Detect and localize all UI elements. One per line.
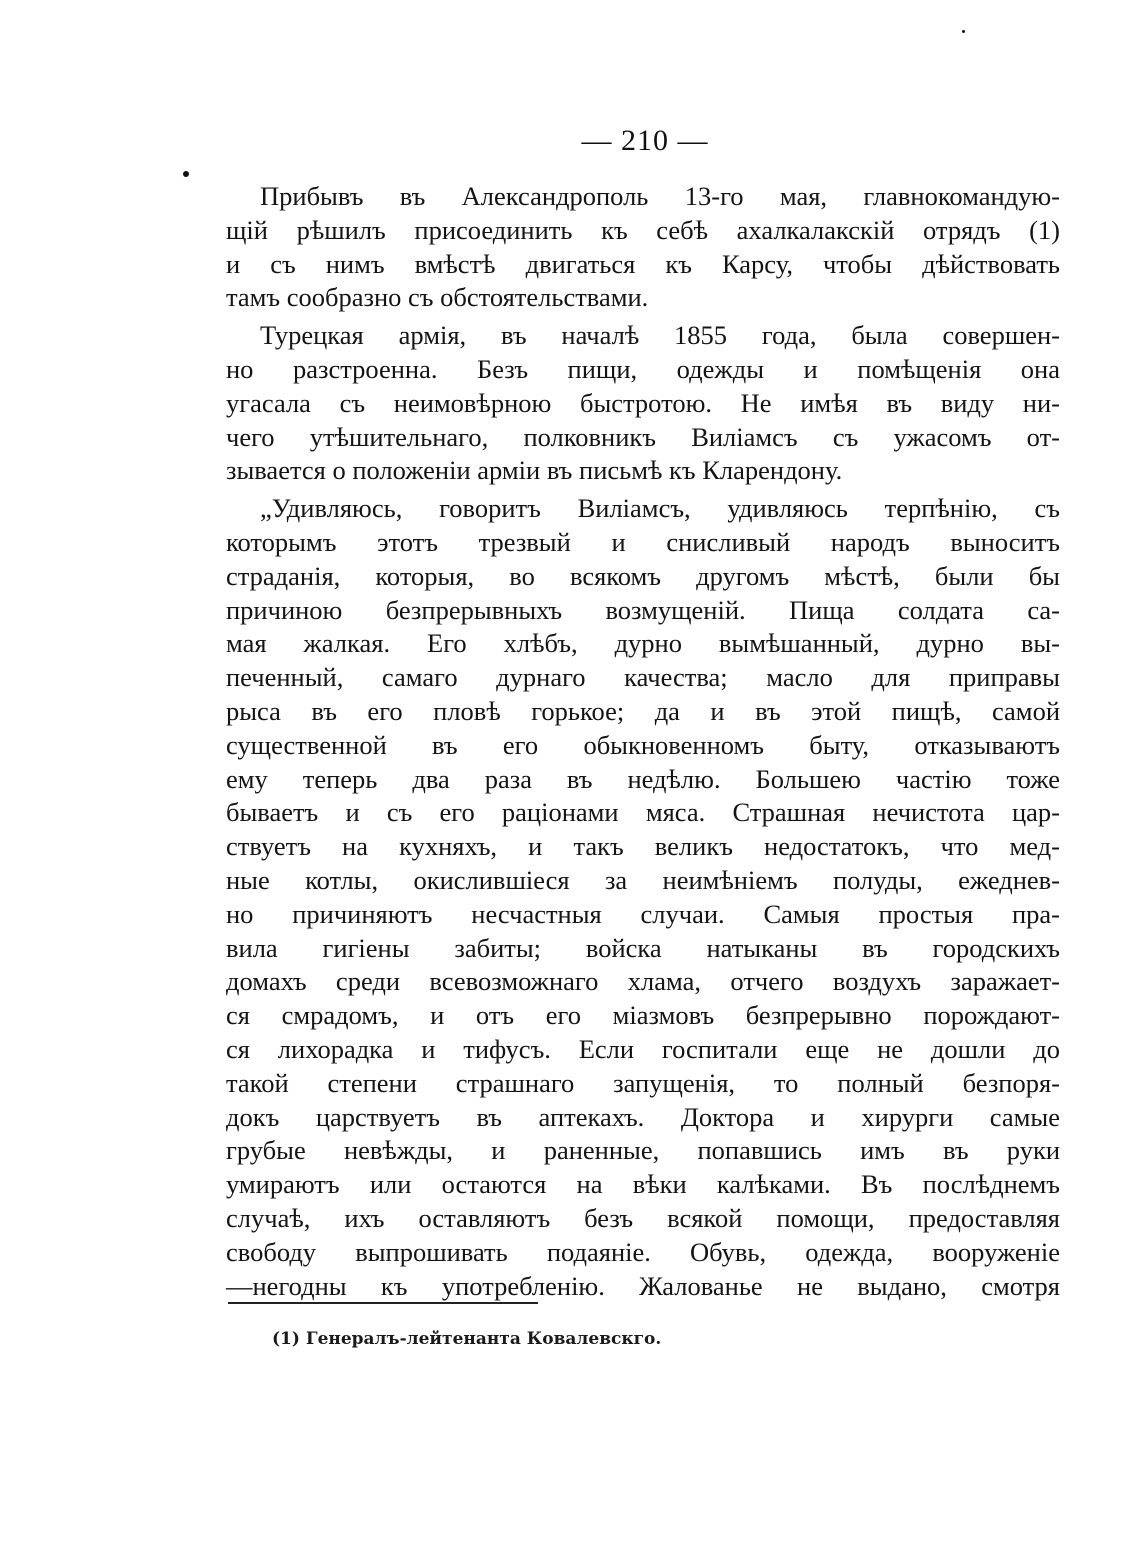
paragraph bbox=[226, 180, 1060, 315]
text-line: угасала съ неимовѣрною быстротою. Не имѣя въ виду ни- bbox=[226, 387, 1060, 418]
text-line: мая жалкая. Его хлѣбъ, дурно вымѣшанный, дурно вы- bbox=[226, 628, 1060, 659]
text-line: ствуетъ на кухняхъ, и такъ великъ недостатокъ, что мед- bbox=[226, 831, 1060, 862]
text-line: щій рѣшилъ присоединить къ себѣ ахалкалакскій отрядъ (1) bbox=[226, 214, 1060, 245]
text-line: тамъ сообразно съ обстоятельствами. bbox=[226, 282, 649, 313]
text-line: но разстроенна. Безъ пищи, одежды и помѣщенія она bbox=[226, 353, 1060, 384]
text-line: случаѣ, ихъ оставляютъ безъ всякой помощи, предоставляя bbox=[226, 1202, 1060, 1233]
text-line: умираютъ или остаются на вѣки калѣками. Въ послѣднемъ bbox=[226, 1169, 1060, 1200]
text-line: ему теперь два раза въ недѣлю. Большею частію тоже bbox=[226, 763, 1060, 794]
page-number: — 210 — bbox=[581, 124, 709, 157]
text-line: „Удивляюсь, говоритъ Виліамсъ, удивляюсь терпѣнію, съ bbox=[260, 493, 1060, 524]
text-line: домахъ среди всевозможнаго хлама, отчего воздухъ заражает- bbox=[226, 966, 1060, 997]
text-line: грубые невѣжды, и раненные, попавшись имъ въ руки bbox=[226, 1135, 1060, 1166]
footnote-separator bbox=[228, 1302, 538, 1304]
text-line: но причиняютъ несчастныя случаи. Самыя простыя пра- bbox=[226, 898, 1060, 929]
text-line: Прибывъ въ Александрополь 13-го мая, главнокомандую- bbox=[260, 181, 1060, 211]
text-line: ные котлы, окислившіеся за неимѣніемъ полуды, ежеднев- bbox=[226, 864, 1060, 895]
print-speck bbox=[962, 30, 965, 33]
footnote: (1) Генералъ-лейтенанта Ковалевскго. bbox=[272, 1329, 662, 1349]
text-line: чего утѣшительнаго, полковникъ Виліамсъ съ ужасомъ от- bbox=[226, 421, 1060, 452]
paragraph bbox=[226, 319, 1060, 488]
text-line: существенной въ его обыкновенномъ быту, отказываютъ bbox=[226, 729, 1060, 760]
text-line: ся смрадомъ, и отъ его міазмовъ безпрерывно порождают- bbox=[226, 1000, 1060, 1031]
print-speck bbox=[183, 171, 189, 177]
text-line: которымъ этотъ трезвый и снисливый народъ выноситъ bbox=[226, 526, 1060, 557]
text-line: докъ царствуетъ въ аптекахъ. Доктора и хирурги самые bbox=[226, 1101, 1060, 1132]
text-line: причиною безпрерывныхъ возмущеній. Пища солдата са- bbox=[226, 594, 1060, 625]
text-line: и съ нимъ вмѣстѣ двигаться къ Карсу, чтобы дѣйствовать bbox=[226, 248, 1060, 279]
text-line: такой степени страшнаго запущенія, то полный безпоря- bbox=[226, 1067, 1060, 1098]
text-line: вила гигіены забиты; войска натыканы въ городскихъ bbox=[226, 932, 1060, 963]
text-line: свободу выпрошивать подаяніе. Обувь, одежда, вооруженіе bbox=[226, 1236, 1060, 1267]
paragraph bbox=[226, 492, 1060, 1303]
text-line: ся лихорадка и тифусъ. Если госпитали еще не дошли до bbox=[226, 1033, 1060, 1064]
text-line: Турецкая армія, въ началѣ 1855 года, была совершен- bbox=[260, 320, 1060, 351]
text-line: —негодны къ употребленію. Жалованье не выдано, смотря bbox=[226, 1270, 1060, 1301]
body-text bbox=[226, 180, 1060, 1303]
text-line: бываетъ и съ его раціонами мяса. Страшная нечистота цар- bbox=[226, 797, 1060, 828]
text-line: рыса въ его пловѣ горькое; да и въ этой пищѣ, самой bbox=[226, 695, 1060, 726]
text-line: зывается о положеніи арміи въ письмѣ къ Кларендону. bbox=[226, 455, 843, 486]
text-line: печенный, самаго дурнаго качества; масло для приправы bbox=[226, 662, 1060, 693]
text-line: страданія, которыя, во всякомъ другомъ мѣстѣ, были бы bbox=[226, 560, 1060, 591]
